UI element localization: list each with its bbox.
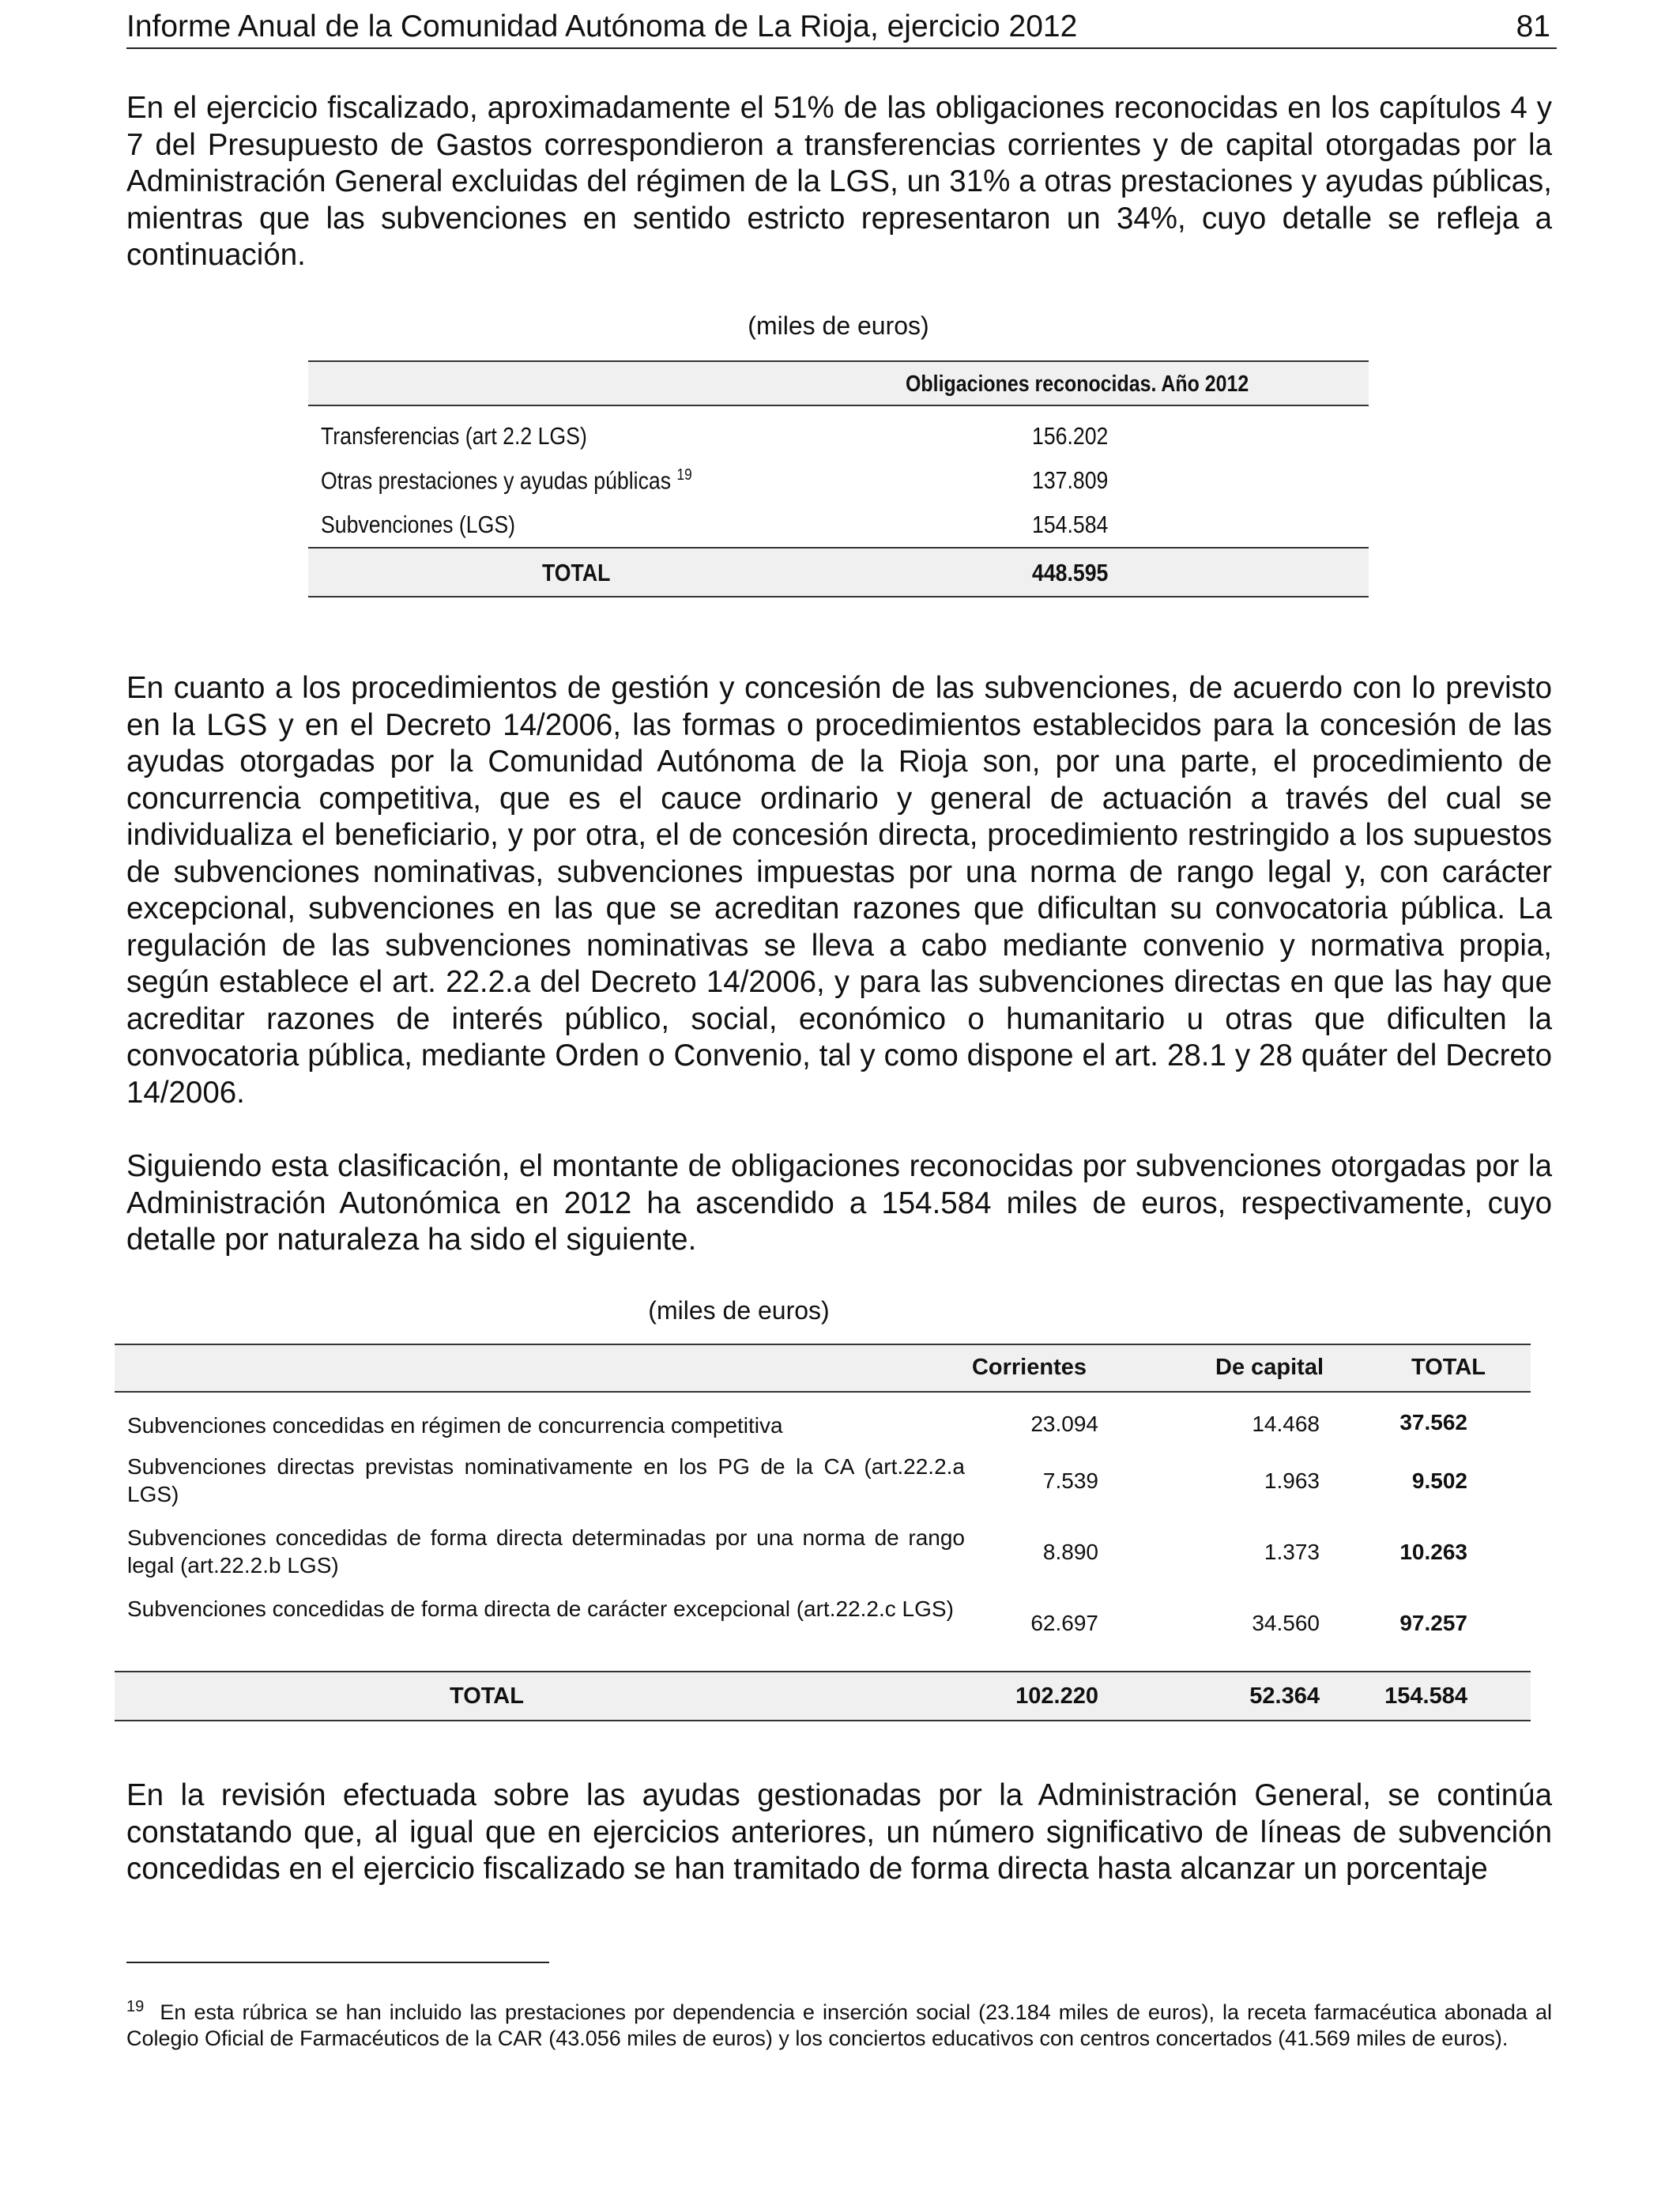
- cell-total: 10.263: [1399, 1540, 1467, 1564]
- cell-total: 97.257: [1399, 1611, 1467, 1635]
- cell-corrientes: 8.890: [1042, 1540, 1098, 1564]
- paragraph-4: En la revisión efectuada sobre las ayudas gestionadas por la Administración General, se continúa constatando que, al igual que en ejercicios anteriores, un número significativo de líneas de subvención concedidas en el ejercicio fiscalizado se han tramitado de forma directa hasta alcanzar un porcentaje: [126, 1778, 1552, 1886]
- cell-total: 9.502: [1411, 1468, 1467, 1493]
- table1-header-row: [308, 360, 1369, 406]
- table2-caption: (miles de euros): [648, 1296, 830, 1325]
- cell-corrientes: 7.539: [1042, 1468, 1098, 1493]
- header-title: Informe Anual de la Comunidad Autónoma de La Rioja, ejercicio 2012: [126, 9, 1078, 43]
- table-row: [308, 455, 1369, 499]
- table-row: [308, 499, 1369, 544]
- cell-total: 37.562: [1399, 1410, 1467, 1434]
- table2-header-row: [115, 1344, 1531, 1393]
- footnote-ref: 19: [676, 466, 692, 484]
- table-row: [308, 411, 1369, 455]
- cell-capital: 1.963: [1264, 1468, 1320, 1493]
- table-obligaciones: [308, 360, 1369, 598]
- cell-capital: 14.468: [1252, 1412, 1320, 1436]
- row-label: Subvenciones (LGS): [321, 511, 516, 538]
- table1-total-row: [308, 547, 1369, 598]
- footnote-separator: [126, 1962, 549, 1963]
- paragraph-3: Siguiendo esta clasificación, el montante de obligaciones reconocidas por subvenciones otorgadas por la Administración Autonómica en 2012 ha ascendido a 154.584 miles de euros, respectivamente, cuyo detalle por naturaleza ha sido el siguiente.: [126, 1149, 1552, 1257]
- row-label: Transferencias (art 2.2 LGS): [321, 422, 587, 450]
- table-row: [115, 1453, 1531, 1524]
- total-value: 448.595: [1032, 559, 1109, 586]
- total-label: TOTAL: [450, 1683, 524, 1709]
- table-row: [115, 1595, 1531, 1666]
- row-value: 137.809: [1032, 466, 1109, 494]
- paragraph-2: En cuanto a los procedimientos de gestión y concesión de las subvenciones, de acuerdo con lo previsto en la LGS y en el Decreto 14/2006, las formas o procedimientos establecidos para la concesión de las ayudas otorgadas por la Comunidad Autónoma de la Rioja son, por una parte, el procedimiento de concurrencia competitiva, que es el cauce ordinario y general de actuación a través del cual se individualiza el beneficiario, y por otra, el de concesión directa, procedimiento restringido a los supuestos de subvenciones nominativas, subvenciones impuestas por una norma de rango legal y, con carácter excepcional, subvenciones en las que se acreditan razones que dificultan su convocatoria pública. La regulación de las subvenciones nominativas se lleva a cabo mediante convenio y normativa propia, según establece el art. 22.2.a del Decreto 14/2006, y para las subvenciones directas en que las hay que acreditar razones de interés público, social, económico o humanitario u otras que dificulten la convocatoria pública, mediante Orden o Convenio, tal y como dispone el art. 28.1 y 28 quáter del Decreto 14/2006.: [126, 671, 1552, 1110]
- row-value: 154.584: [1032, 511, 1109, 538]
- row-label: Subvenciones directas previstas nominativamente en los PG de la CA (art.22.2.a LGS): [127, 1454, 965, 1506]
- page-number: 81: [1516, 9, 1550, 43]
- column-header-capital: De capital: [1215, 1355, 1324, 1380]
- total-corrientes: 102.220: [1015, 1683, 1098, 1709]
- table2-total-row: [115, 1671, 1531, 1721]
- column-header-corrientes: Corrientes: [971, 1355, 1087, 1380]
- footnote-number: 19: [126, 1998, 145, 2015]
- footnote: [126, 2000, 1552, 2052]
- total-total: 154.584: [1384, 1683, 1467, 1709]
- row-label-text: Otras prestaciones y ayudas públicas: [321, 466, 672, 495]
- row-label: Subvenciones concedidas de forma directa de carácter excepcional (art.22.2.c LGS): [127, 1596, 954, 1621]
- cell-corrientes: 62.697: [1030, 1611, 1098, 1635]
- table1-caption: (miles de euros): [748, 311, 929, 340]
- footnote-text: En esta rúbrica se han incluido las prestaciones por dependencia e inserción social (23.184 miles de euros), la receta farmacéutica abonada al Colegio Oficial de Farmacéuticos de la CAR (43.056 miles de euros) y los conciertos educativos con centros concertados (41.569 miles de euros).: [126, 2000, 1552, 2050]
- row-label: Subvenciones concedidas de forma directa determinadas por una norma de rango legal (art.22.2.b LGS): [127, 1525, 965, 1578]
- paragraph-1: En el ejercicio fiscalizado, aproximadamente el 51% de las obligaciones reconocidas en los capítulos 4 y 7 del Presupuesto de Gastos correspondieron a transferencias corrientes y de capital otorgadas por la Administración General excluidas del régimen de la LGS, un 31% a otras prestaciones y ayudas públicas, mientras que las subvenciones en sentido estricto representaron un 34%, cuyo detalle se refleja a continuación.: [126, 91, 1552, 272]
- row-label: Subvenciones concedidas en régimen de concurrencia competitiva: [127, 1413, 783, 1438]
- cell-corrientes: 23.094: [1030, 1412, 1098, 1436]
- table1-column-header: Obligaciones reconocidas. Año 2012: [906, 371, 1249, 397]
- table-row: [115, 1404, 1531, 1451]
- cell-capital: 1.373: [1264, 1540, 1320, 1564]
- row-value: 156.202: [1032, 422, 1109, 450]
- page-header: [126, 6, 1557, 49]
- table-row: [115, 1524, 1531, 1595]
- cell-capital: 34.560: [1252, 1611, 1320, 1635]
- total-label: TOTAL: [542, 559, 611, 586]
- total-capital: 52.364: [1249, 1683, 1320, 1709]
- row-label: [321, 466, 692, 495]
- column-header-total: TOTAL: [1411, 1355, 1486, 1380]
- table-subvenciones: [115, 1344, 1531, 1709]
